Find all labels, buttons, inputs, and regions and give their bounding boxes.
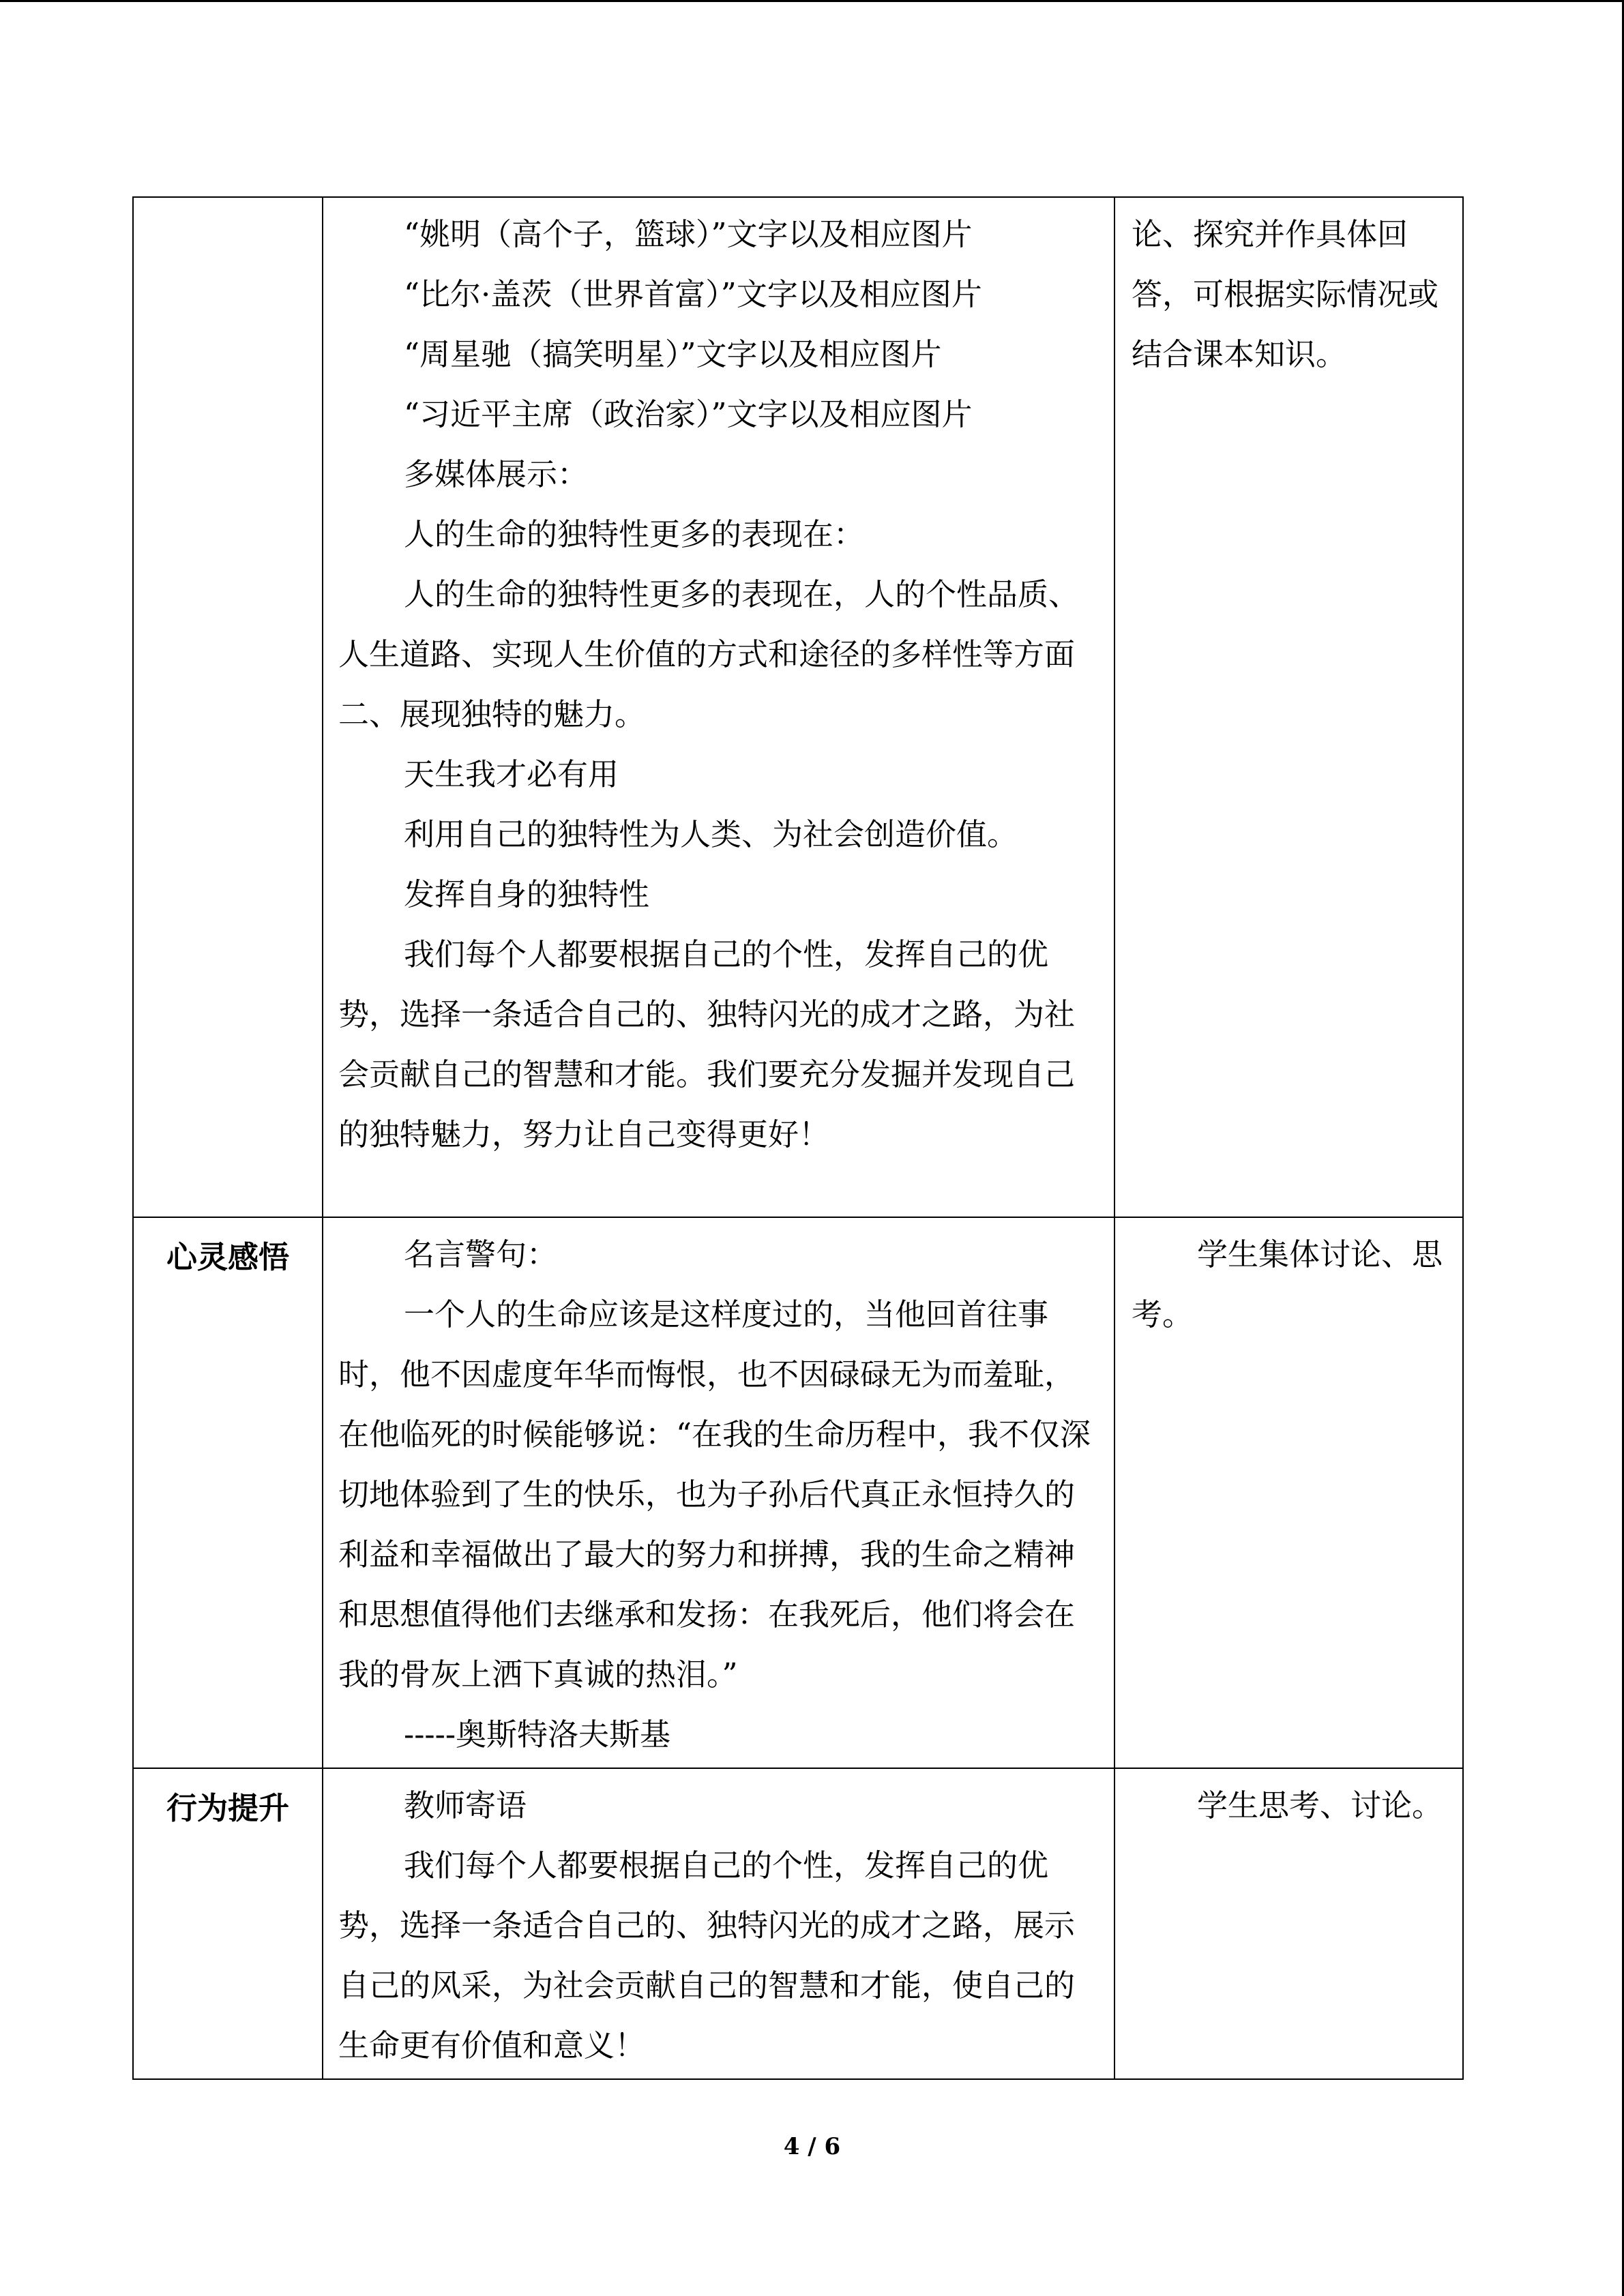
student-activity-text: 论、探究并作具体回答，可根据实际情况或结合课本知识。 [1132,216,1439,372]
section-label-cell [133,1217,323,1768]
paragraph: 一个人的生命应该是这样度过的，当他回首往事时，他不因虚度年华而悔恨，也不因碌碌无为而羞耻，在他临死的时候能够说：“在我的生命历程中，我不仅深切地体验到了生的快乐，也为子孙后代真正永恒持久的利益和幸福做出了最大的努力和拼搏，我的生命之精神和思想值得他们去继承和发扬：在我死后，他们将会在我的骨灰上洒下真诚的热泪。” [338,1296,1091,1693]
paragraph: 我们每个人都要根据自己的个性，发挥自己的优势，选择一条适合自己的、独特闪光的成才之路，为社会贡献自己的智慧和才能。我们要充分发掘并发现自己的独特魅力，努力让自己变得更好！ [338,936,1076,1152]
student-activity-cell [1114,197,1463,1217]
table-row [133,1768,1463,2079]
page-top-border [0,0,1624,2]
page-number: 4 / 6 [783,2133,841,2160]
paragraph: 多媒体展示： [404,456,589,492]
content-block [323,1218,1114,1768]
paragraph: 人的生命的独特性更多的表现在，人的个性品质、人生道路、实现人生价值的方式和途径的多样性等方面 [338,576,1080,672]
paragraph: 二、展现独特的魅力。 [338,696,646,732]
table-row [133,1217,1463,1768]
lesson-plan-table [132,196,1464,2080]
side-block [1115,1769,1462,1838]
student-activity-cell [1114,1217,1463,1768]
student-activity-cell [1114,1768,1463,2079]
paragraph: 人的生命的独特性更多的表现在： [404,516,865,552]
section-label: 行为提升 [166,1790,289,1826]
paragraph: 教师寄语 [404,1787,527,1823]
paragraph: 发挥自身的独特性 [404,876,650,912]
section-label: 心灵感悟 [166,1239,289,1275]
paragraph: “姚明（高个子，篮球）”文字以及相应图片 [404,216,973,252]
table-row [133,197,1463,1217]
teacher-activity-cell [323,1217,1114,1768]
paragraph: “周星驰（搞笑明星）”文字以及相应图片 [404,336,942,372]
content-block [323,198,1114,1167]
paragraph: 天生我才必有用 [404,756,619,792]
student-activity-text: 学生思考、讨论。 [1197,1787,1443,1823]
section-label-cell [133,197,323,1217]
teacher-activity-cell [323,197,1114,1217]
content-block [323,1769,1114,2078]
section-label [134,198,322,207]
paragraph: “比尔·盖茨（世界首富）”文字以及相应图片 [404,276,982,312]
side-block [1115,1218,1462,1347]
paragraph: 利用自己的独特性为人类、为社会创造价值。 [404,816,1018,852]
paragraph: 名言警句： [404,1236,558,1272]
student-activity-text: 学生集体讨论、思考。 [1132,1236,1443,1332]
paragraph: “习近平主席（政治家）”文字以及相应图片 [404,396,973,432]
paragraph: 我们每个人都要根据自己的个性，发挥自己的优势，选择一条适合自己的、独特闪光的成才之路，展示自己的风采，为社会贡献自己的智慧和才能，使自己的生命更有价值和意义！ [338,1847,1076,2063]
teacher-activity-cell [323,1768,1114,2079]
paragraph: -----奥斯特洛夫斯基 [404,1716,671,1753]
side-block [1115,198,1462,387]
section-label-cell [133,1768,323,2079]
